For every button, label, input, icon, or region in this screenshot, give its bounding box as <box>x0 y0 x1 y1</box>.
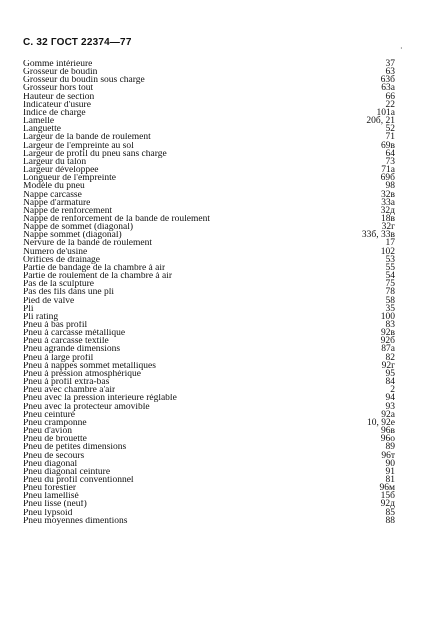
index-row <box>23 68 395 76</box>
index-term: Grosseur de boudin <box>23 68 98 77</box>
index-term: Hauteur de section <box>23 92 95 101</box>
index-row <box>23 158 395 166</box>
index-row <box>23 403 395 411</box>
index-term: Pneu moyennes dimentions <box>23 516 128 525</box>
index-row <box>23 492 395 500</box>
page-header: С. 32 ГОСТ 22374—77 <box>23 37 132 48</box>
index-term: Pneu à large profil <box>23 353 94 362</box>
index-reference: 94 <box>385 393 395 404</box>
index-term: Longueur de l'empreinte <box>23 174 116 183</box>
index-row <box>23 313 395 321</box>
index-term: Pneu de secours <box>23 451 85 460</box>
index-reference: 32д <box>380 205 395 216</box>
index-row <box>23 305 395 313</box>
index-reference: 73 <box>385 156 395 167</box>
index-reference: 96м <box>379 483 395 494</box>
index-row <box>23 468 395 476</box>
index-reference: 95 <box>385 368 395 379</box>
index-term: Pneu avec la protecteur amovible <box>23 402 150 411</box>
index-reference: 92а <box>381 409 395 420</box>
index-row <box>23 321 395 329</box>
index-term: Pneu à nappes sommet metalliques <box>23 361 156 370</box>
index-term: Pneu d'avion <box>23 427 72 436</box>
index-reference: 66 <box>385 91 395 102</box>
index-reference: 32г <box>381 222 395 233</box>
index-term: Pli rating <box>23 312 59 321</box>
index-term: Pneu lisse (neuf) <box>23 500 87 509</box>
index-reference: 69в <box>381 140 395 151</box>
index-term: Pneu du profil conventionnel <box>23 475 134 485</box>
index-row <box>23 362 395 370</box>
index-term: Pneu à profil extra-bas <box>23 378 110 387</box>
index-row <box>23 517 395 525</box>
index-reference: 53 <box>385 254 395 265</box>
index-row <box>23 125 395 133</box>
index-row <box>23 60 395 68</box>
index-term: Pneu diagonal <box>23 459 78 468</box>
index-row <box>23 288 395 296</box>
index-term: Pas des fils dans une pli <box>23 288 115 297</box>
index-reference: 89 <box>385 442 395 453</box>
index-reference: 35 <box>385 303 395 314</box>
index-row <box>23 142 395 150</box>
index-term: Nappe sommet (diagonal) <box>23 231 122 240</box>
index-reference: 33а <box>381 197 395 208</box>
index-term: Pneu à carcasse métallique <box>23 329 126 338</box>
index-term: Grosseur du boudin sous charge <box>23 76 145 85</box>
index-term: Grosseur hors tout <box>23 84 94 93</box>
index-term: Nappe carcasse <box>23 190 82 199</box>
index-term: Pneu de brouette <box>23 435 87 444</box>
index-row <box>23 84 395 92</box>
index-reference: 88 <box>385 515 395 526</box>
index-reference: 71а <box>381 165 395 176</box>
index-reference: 71 <box>385 132 395 143</box>
index-term: Largeur de profil du pneu sans charge <box>23 149 167 158</box>
index-row <box>23 337 395 345</box>
index-term: Partie de roulement de la chambre à air <box>23 272 173 281</box>
index-term: Pneu lypsoid <box>23 508 73 517</box>
index-term: Pied de valve <box>23 296 75 305</box>
index-term: Pneu à carcasse textile <box>23 337 109 346</box>
index-reference: 63 <box>385 67 395 78</box>
index-row <box>23 248 395 256</box>
index-row <box>23 411 395 419</box>
index-term: Pli <box>23 304 34 313</box>
index-reference: 2 <box>390 385 395 396</box>
index-row <box>23 452 395 460</box>
index-row <box>23 150 395 158</box>
index-term: Pneu de petites dimensions <box>23 443 127 452</box>
index-term: Pneu ceinturé <box>23 410 75 419</box>
index-term: Orifices de drainage <box>23 255 101 264</box>
index-reference: 69б <box>380 173 395 184</box>
index-reference: 18в <box>381 213 395 224</box>
index-reference: 10, 92е <box>367 417 395 428</box>
index-reference: 32в <box>381 189 395 200</box>
index-reference: 81 <box>385 474 395 485</box>
index-term: Pneu à bas profil <box>23 321 88 330</box>
corner-mark: · <box>400 44 403 53</box>
index-reference: 101а <box>376 107 395 118</box>
index-term: Pneu forestier <box>23 484 77 493</box>
index-reference: 96о <box>380 434 395 445</box>
index-term: Nappe de renforcement <box>23 206 113 215</box>
index-row <box>23 427 395 435</box>
index-row <box>23 199 395 207</box>
index-row <box>23 484 395 492</box>
index-row <box>23 166 395 174</box>
index-term: Partie de bandage de la chambre à air <box>23 263 166 273</box>
index-term: Pneu cramponne <box>23 418 87 428</box>
index-term: Largeur de la bande de roulement <box>23 133 151 142</box>
index-row <box>23 280 395 288</box>
index-term: Modèle du pneu <box>23 182 85 191</box>
index-reference: 33б, 33в <box>361 230 395 241</box>
term-index-list <box>23 60 395 525</box>
index-reference: 37 <box>385 59 395 69</box>
index-reference: 92г <box>381 360 395 371</box>
index-row <box>23 500 395 508</box>
index-row <box>23 133 395 141</box>
index-row <box>23 223 395 231</box>
index-term: Nappe d'armature <box>23 198 91 207</box>
index-term: Pneu agrande dimensions <box>23 345 121 354</box>
index-row <box>23 239 395 247</box>
index-reference: 93 <box>385 401 395 412</box>
index-reference: 82 <box>385 352 395 363</box>
index-reference: 22 <box>385 99 395 110</box>
index-term: Largeur développee <box>23 166 99 175</box>
index-row <box>23 419 395 427</box>
index-row <box>23 256 395 264</box>
index-reference: 90 <box>385 458 395 469</box>
index-row <box>23 435 395 443</box>
index-reference: 54 <box>385 271 395 282</box>
index-reference: 85 <box>385 507 395 518</box>
index-row <box>23 460 395 468</box>
index-term: Pas de la sculpture <box>23 280 94 289</box>
index-reference: 91 <box>385 466 395 477</box>
index-term: Largeur de l'empreinte au sol <box>23 141 134 150</box>
index-term: Nappe de renforcement de la bande de roulement <box>23 214 211 224</box>
index-reference: 83 <box>385 320 395 330</box>
index-row <box>23 345 395 353</box>
index-row <box>23 264 395 272</box>
index-reference: 64 <box>385 148 395 159</box>
index-reference: 15б <box>380 491 395 502</box>
index-reference: 96т <box>381 450 395 461</box>
index-row <box>23 174 395 182</box>
index-term: Lamelle <box>23 117 55 126</box>
index-reference: 78 <box>385 287 395 298</box>
index-row <box>23 297 395 305</box>
index-row <box>23 109 395 117</box>
index-reference: 75 <box>385 279 395 290</box>
index-row <box>23 182 395 190</box>
index-term: Pneu diagonal ceinture <box>23 467 111 476</box>
index-reference: 17 <box>385 238 395 249</box>
index-reference: 87а <box>381 344 395 355</box>
index-term: Largeur du talon <box>23 157 87 167</box>
index-reference: 63а <box>381 83 395 94</box>
index-term: Languette <box>23 125 61 134</box>
index-row <box>23 207 395 215</box>
index-reference: 96в <box>381 426 395 437</box>
index-reference: 92д <box>380 499 395 510</box>
index-term: Pneu avec chambre a'air <box>23 386 116 395</box>
index-reference: 92б <box>380 336 395 347</box>
index-row <box>23 215 395 223</box>
index-row <box>23 231 395 239</box>
index-row <box>23 76 395 84</box>
index-row <box>23 272 395 280</box>
index-term: Nappe de sommet (diagonal) <box>23 223 134 232</box>
index-row <box>23 93 395 101</box>
index-row <box>23 101 395 109</box>
index-term: Pneu à préssion atmosphérique <box>23 369 141 379</box>
index-term: Nervure de la bande de roulement <box>23 239 152 248</box>
index-row <box>23 329 395 337</box>
index-term: Numero de'usine <box>23 247 88 256</box>
index-term: Pneu avec la pression interieure réglable <box>23 394 177 403</box>
index-row <box>23 117 395 125</box>
index-row <box>23 354 395 362</box>
index-term: Gomme intérieure <box>23 60 93 69</box>
index-row <box>23 191 395 199</box>
index-term: Indicateur d'usure <box>23 100 91 109</box>
index-reference: 55 <box>385 262 395 273</box>
index-row <box>23 386 395 394</box>
index-row <box>23 443 395 451</box>
index-row <box>23 394 395 402</box>
index-reference: 102 <box>380 246 395 257</box>
index-reference: 92в <box>381 328 395 339</box>
index-row <box>23 370 395 378</box>
index-reference: 84 <box>385 377 395 388</box>
index-reference: 100 <box>380 311 395 322</box>
index-row <box>23 509 395 517</box>
index-reference: 20б, 21 <box>366 116 395 127</box>
index-reference: 63б <box>380 75 395 86</box>
index-term: Indice de charge <box>23 108 86 118</box>
index-reference: 98 <box>385 181 395 192</box>
index-row <box>23 378 395 386</box>
index-term: Pneu lamellisé <box>23 492 79 501</box>
index-row <box>23 476 395 484</box>
index-reference: 58 <box>385 295 395 306</box>
index-reference: 52 <box>385 124 395 135</box>
